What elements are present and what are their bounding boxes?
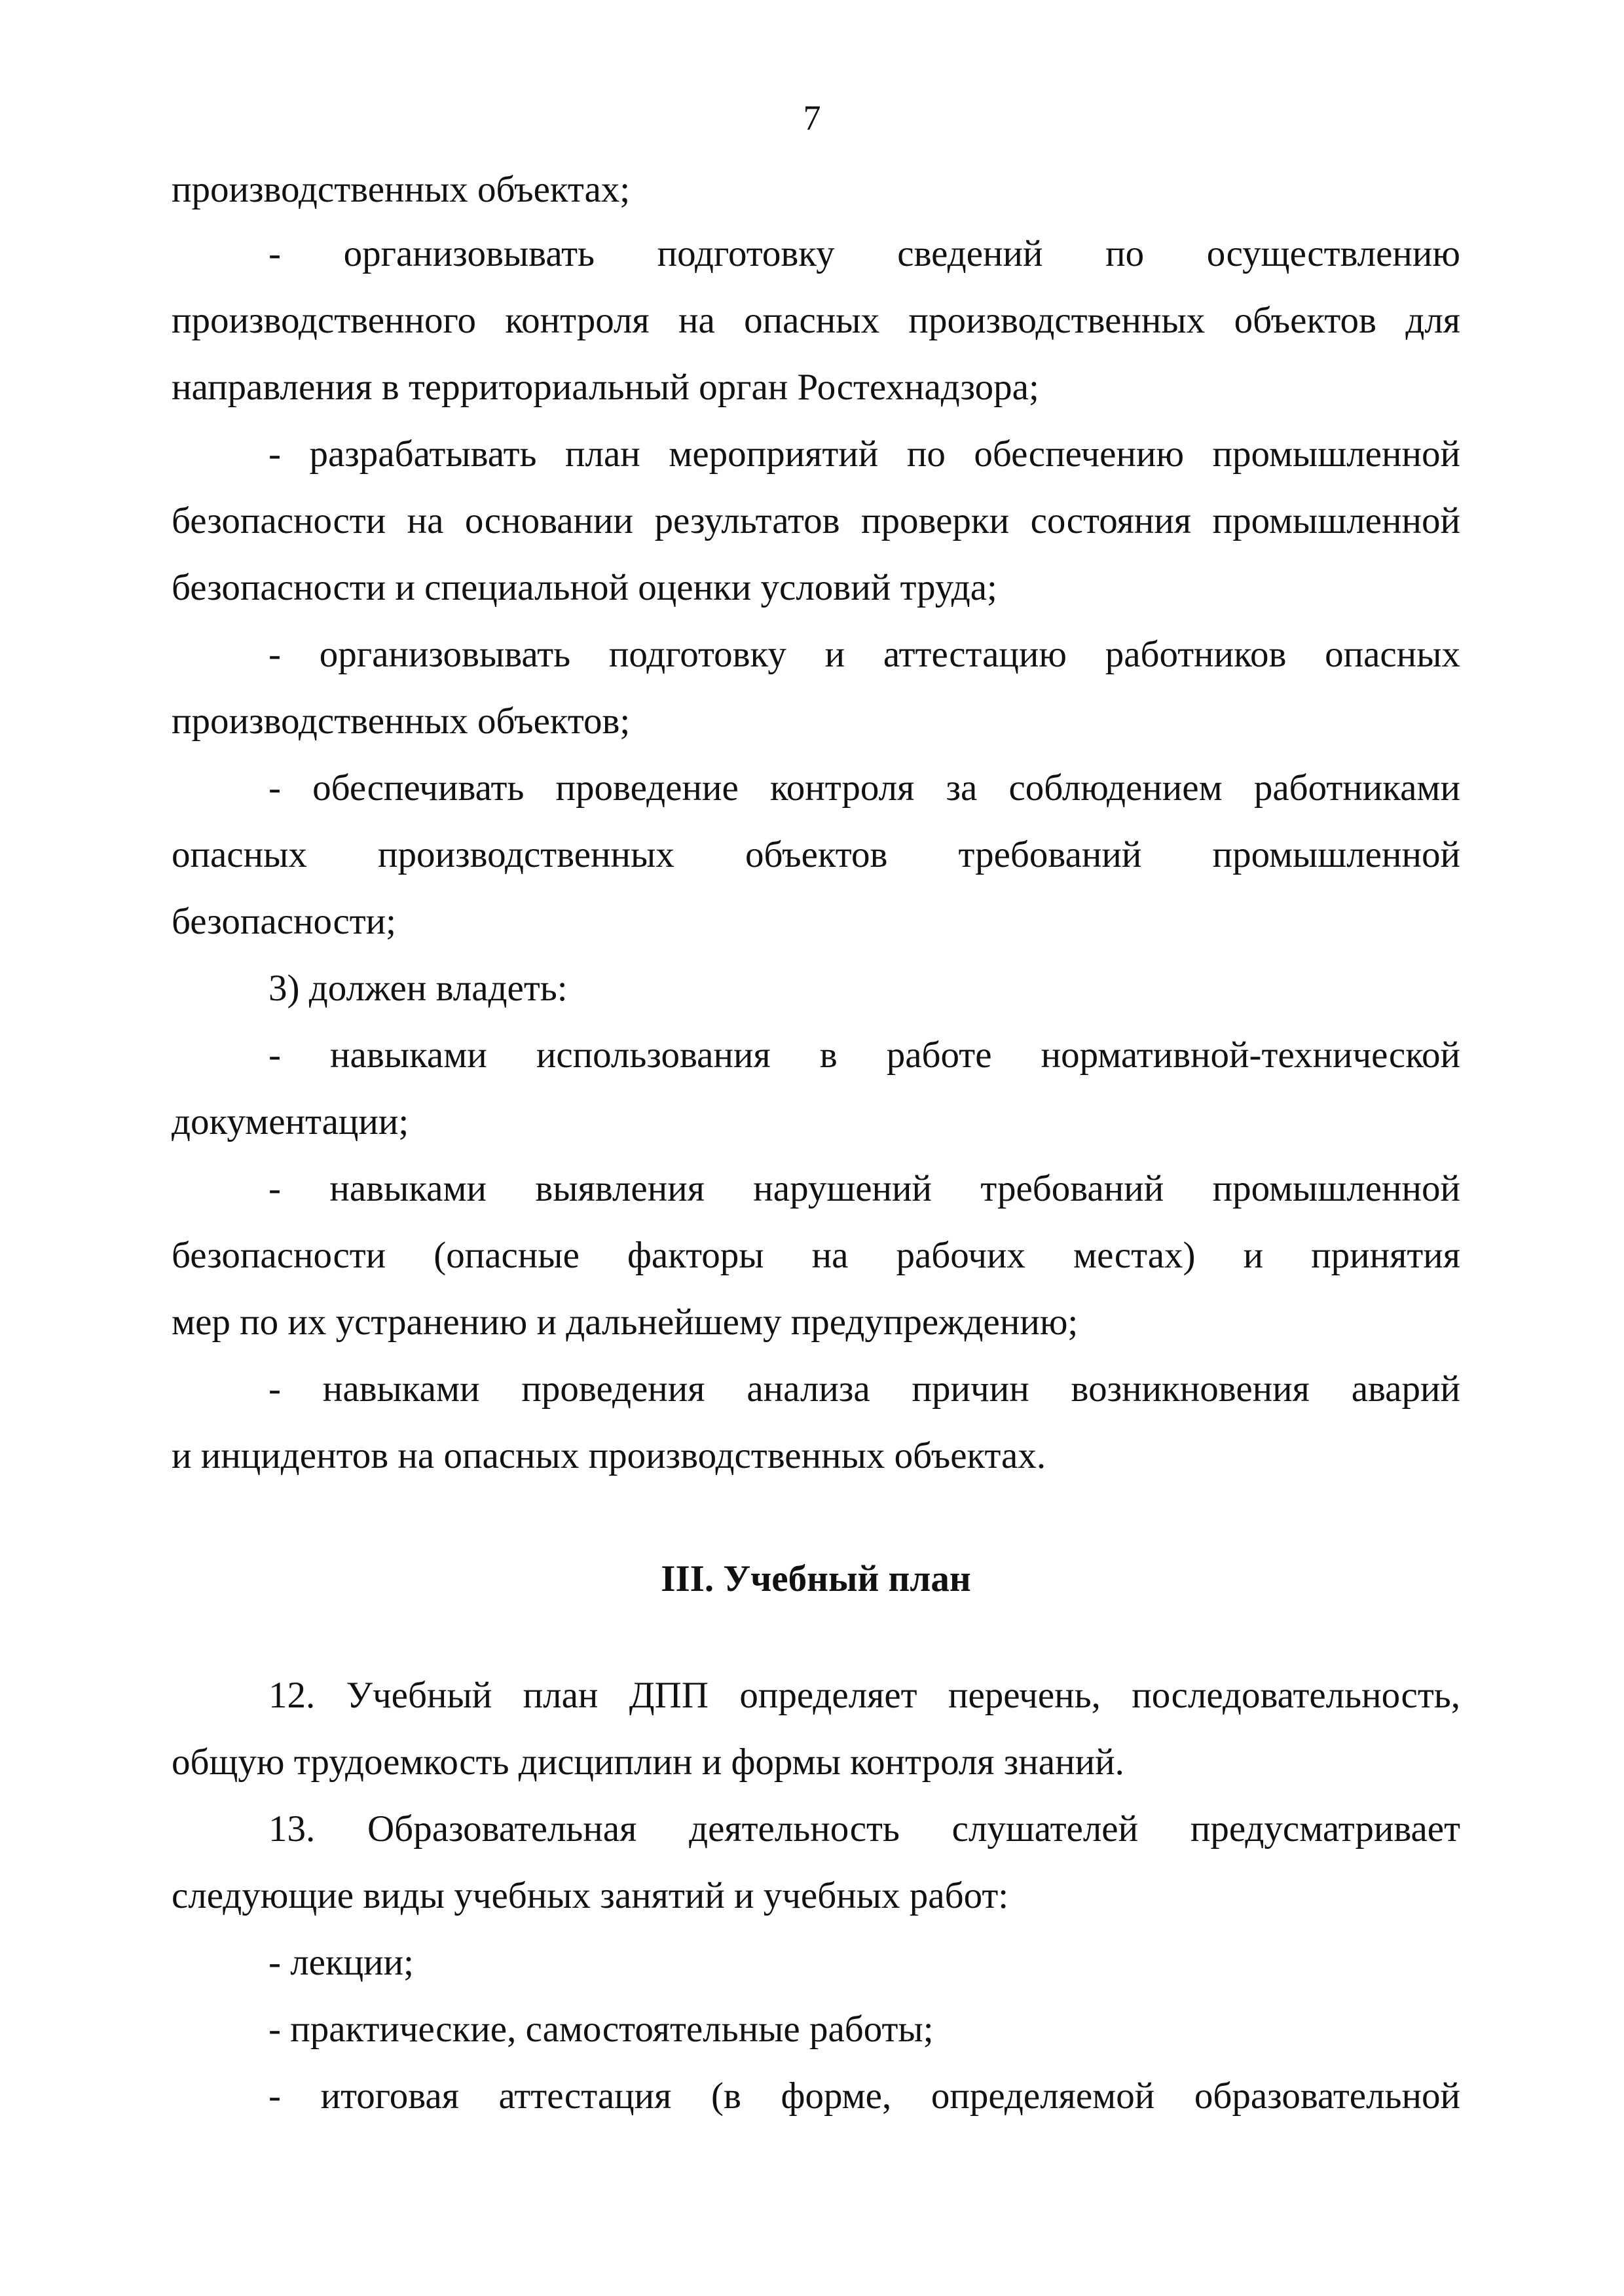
list-item-text-line: - организовывать подготовку сведений по осуществлению	[268, 233, 1460, 274]
section-heading: III. Учебный план	[661, 1558, 971, 1599]
text-line: безопасности;	[172, 901, 397, 942]
list-item-text-line: - разрабатывать план мероприятий по обеспечению промышленной	[268, 433, 1460, 475]
text-line: безопасности (опасные факторы на рабочих местах) и принятия	[172, 1235, 1460, 1276]
text-line: 13. Образовательная деятельность слушателей предусматривает	[268, 1808, 1460, 1850]
list-item-text-line: - навыками выявления нарушений требований промышленной	[268, 1168, 1460, 1209]
text-line: безопасности и специальной оценки условий труда;	[172, 567, 997, 608]
list-item-text-line: - организовывать подготовку и аттестацию работников опасных	[268, 634, 1460, 675]
text-line: и инцидентов на опасных производственных объектах.	[172, 1435, 1046, 1476]
text-line: безопасности на основании результатов проверки состояния промышленной	[172, 500, 1460, 541]
text-line: направления в территориальный орган Ростехнадзора;	[172, 367, 1039, 408]
text-line: 3) должен владеть:	[268, 968, 568, 1009]
text-line: производственного контроля на опасных производственных объектов для	[172, 300, 1460, 341]
text-line: общую трудоемкость дисциплин и формы контроля знаний.	[172, 1741, 1124, 1783]
list-item-text-line: - навыками проведения анализа причин возникновения аварий	[268, 1368, 1460, 1410]
page-number: 7	[803, 98, 821, 137]
list-item-text-line: - лекции;	[268, 1942, 415, 1983]
text-line: мер по их устранению и дальнейшему предупреждению;	[172, 1302, 1079, 1343]
text-line: производственных объектов;	[172, 701, 631, 742]
text-line: документации;	[172, 1101, 409, 1142]
list-item-text-line: - практические, самостоятельные работы;	[268, 2009, 934, 2050]
list-item-text-line: - обеспечивать проведение контроля за соблюдением работниками	[268, 767, 1460, 809]
text-line: 12. Учебный план ДПП определяет перечень, последовательность,	[268, 1675, 1460, 1716]
text-line: производственных объектах;	[172, 169, 631, 210]
text-line: следующие виды учебных занятий и учебных работ:	[172, 1875, 1009, 1916]
list-item-text-line: - навыками использования в работе нормативной-технической	[268, 1034, 1460, 1076]
list-item-text-line: - итоговая аттестация (в форме, определяемой образовательной	[268, 2075, 1460, 2117]
text-line: опасных производственных объектов требований промышленной	[172, 834, 1460, 875]
